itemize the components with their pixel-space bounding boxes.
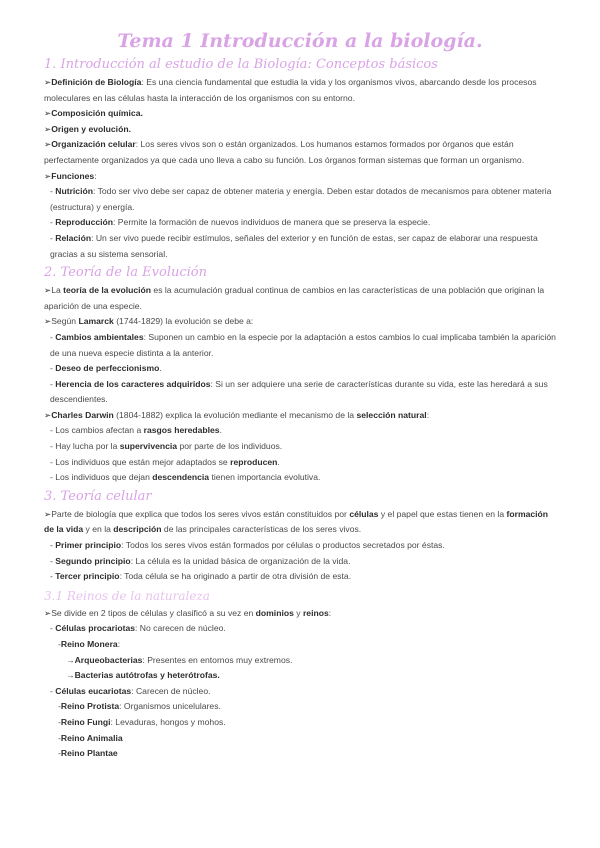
lamarck-inheritance: - Herencia de los caracteres adquiridos: Si un ser adquiere una serie de características durante su vida, este las heredará a sus descendientes. — [50, 378, 548, 405]
prokaryotic-cells: - Células procariotas: No carecen de núcleo. — [50, 623, 226, 634]
origin-evolution: ➢Origen y evolución. — [44, 123, 131, 134]
darwin-point-4: - Los individuos que dejan descendencia tienen importancia evolutiva. — [50, 472, 321, 483]
lamarck-environmental-changes: - Cambios ambientales: Suponen un cambio en la especie por la adaptación a estos cambios lo cual implicaba también la aparición de una nueva especie distinta a la anterior. — [50, 331, 556, 358]
bacteria: →Bacterias autótrofas y heterótrofas. — [66, 670, 220, 681]
right-arrow-icon: → — [66, 670, 75, 681]
archaebacteria: →Arqueobacterias: Presentes en entornos muy extremos. — [66, 654, 293, 665]
function-reproduction: - Reproducción: Permite la formación de nuevos individuos de manera que se preserva la especie. — [50, 217, 431, 228]
function-nutrition: - Nutrición: Todo ser vivo debe ser capaz de obtener materia y energía. Deben estar dotados de mecanismos para obtener materia (estructura) y energía. — [50, 186, 552, 212]
cellular-organization: ➢Organización celular: Los seres vivos son o están organizados. Los humanos estamos formados por órganos que están perfectamente organizados ya que cada uno lleva a cabo su función. Los órganos forman sistemas que forman un organismo. — [44, 139, 525, 165]
functions-label: ➢Funciones: — [44, 170, 97, 181]
darwin-point-1: - Los cambios afectan a rasgos heredables. — [50, 425, 222, 436]
darwin-point-3: - Los individuos que están mejor adaptados se reproducen. — [50, 456, 280, 467]
section-3-1-heading: 3.1 Reinos de la naturaleza — [44, 588, 210, 603]
arrow-icon: ➢ — [44, 123, 52, 134]
function-relation: - Relación: Un ser vivo puede recibir estímulos, señales del exterior y en función de estas, ser capaz de elaborar una respuesta gracias a su sistema sensorial. — [50, 232, 538, 259]
third-principle: - Tercer principio: Toda célula se ha originado a partir de otra división de esta. — [50, 571, 352, 582]
arrow-icon: ➢ — [44, 108, 52, 119]
kingdom-monera: -Reino Monera: — [58, 639, 121, 649]
kingdom-plantae: -Reino Plantae — [58, 748, 118, 759]
page-title: Tema 1 Introducción a la biología. — [117, 30, 483, 52]
second-principle: - Segundo principio: La célula es la unidad básica de organización de la vida. — [50, 555, 351, 566]
evolution-theory-definition: ➢La teoría de la evolución es la acumulación gradual continua de cambios en las características de una población que originan la aparición de una especie. — [44, 285, 545, 311]
arrow-icon: ➢ — [44, 607, 52, 618]
kingdom-protista: -Reino Protista: Organismos unicelulares. — [58, 701, 221, 712]
chemical-composition: ➢Composición química. — [44, 108, 143, 119]
section-2-heading: 2. Teoría de la Evolución — [44, 265, 207, 281]
darwin-intro: ➢Charles Darwin (1804-1882) explica la evolución mediante el mecanismo de la selección natural: — [44, 409, 430, 420]
eukaryotic-cells: - Células eucariotas: Carecen de núcleo. — [50, 685, 211, 696]
section-1-heading: 1. Introducción al estudio de la Biología: Conceptos básicos — [44, 57, 438, 72]
kingdoms-intro: ➢Se divide en 2 tipos de células y clasificó a su vez en dominios y reinos: — [44, 607, 332, 618]
lamarck-intro: ➢Según Lamarck (1744-1829) la evolución se debe a: — [44, 316, 254, 327]
lamarck-perfection: - Deseo de perfeccionismo. — [50, 363, 162, 374]
cell-theory-definition: ➢Parte de biología que explica que todos los seres vivos están constituidos por células y el papel que estas tienen en la formación de la vida y en la descripción de las principales características de los seres vivos. — [44, 508, 549, 535]
darwin-point-2: - Hay lucha por la supervivencia por parte de los individuos. — [50, 441, 283, 452]
right-arrow-icon: → — [66, 654, 75, 665]
kingdom-animalia: -Reino Animalia — [58, 732, 123, 743]
biology-definition: ➢Definición de Biología: Es una ciencia fundamental que estudia la vida y los organismos vivos, abarcando desde los procesos moleculares en las células hasta la interacción de los organismos con su entorno. — [44, 77, 537, 103]
section-3-heading: 3. Teoría celular — [44, 488, 152, 504]
arrow-icon: ➢ — [44, 316, 52, 327]
arrow-icon: ➢ — [44, 409, 52, 420]
kingdom-fungi: -Reino Fungi: Levaduras, hongos y mohos. — [58, 716, 226, 727]
arrow-icon: ➢ — [44, 170, 52, 181]
arrow-icon: ➢ — [44, 77, 52, 87]
first-principle: - Primer principio: Todos los seres vivos están formados por células o productos secretados por éstas. — [50, 540, 445, 551]
arrow-icon: ➢ — [44, 139, 52, 150]
arrow-icon: ➢ — [44, 508, 52, 519]
arrow-icon: ➢ — [44, 285, 52, 296]
